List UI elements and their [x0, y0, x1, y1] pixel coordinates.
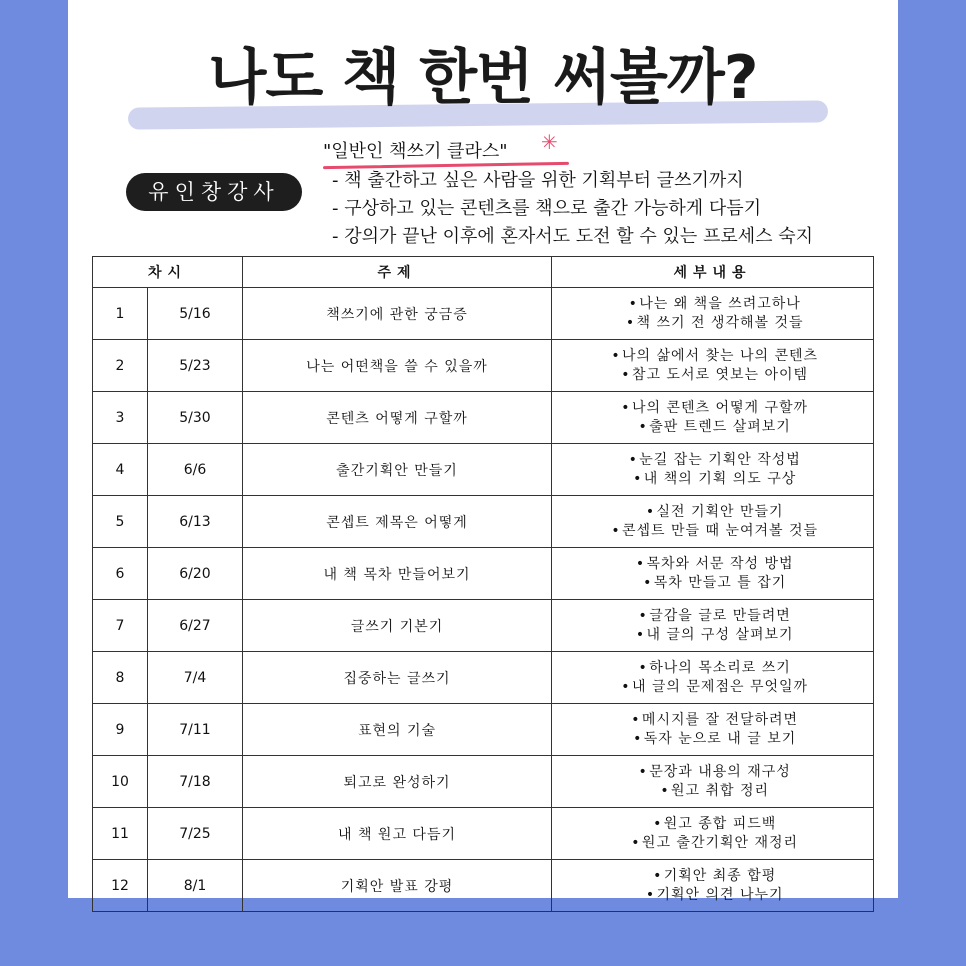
- detail-item: [556, 711, 872, 730]
- detail-text: 나의 삶에서 찾는 나의 콘텐츠: [621, 347, 819, 364]
- detail-item: [556, 295, 872, 314]
- detail-item: [556, 867, 872, 886]
- session-details: [552, 756, 874, 808]
- table-row: [93, 548, 874, 600]
- header-topic: 주제: [243, 257, 552, 288]
- table-row: [93, 340, 874, 392]
- detail-item: [556, 659, 872, 678]
- session-number: 8: [93, 652, 148, 704]
- detail-item: [556, 730, 872, 749]
- detail-item: [556, 522, 872, 541]
- session-number: 10: [93, 756, 148, 808]
- session-topic: 집중하는 글쓰기: [243, 652, 552, 704]
- detail-item: [556, 366, 872, 385]
- detail-text: 하나의 목소리로 쓰기: [649, 659, 791, 676]
- session-details: [552, 548, 874, 600]
- session-details: [552, 288, 874, 340]
- bullet-icon: •: [635, 626, 646, 643]
- bullet-icon: •: [621, 366, 631, 383]
- bullet-icon: •: [638, 659, 648, 676]
- bullet-icon: •: [611, 347, 621, 364]
- session-topic: 콘텐츠 어떻게 구할까: [243, 392, 552, 444]
- bullet-icon: •: [643, 574, 653, 591]
- session-topic: 책쓰기에 관한 궁금증: [243, 288, 552, 340]
- class-name-text: "일반인 책쓰기 클라스": [323, 141, 508, 162]
- bullet-icon: •: [621, 399, 631, 416]
- session-date: 5/30: [148, 392, 243, 444]
- schedule-table: [92, 256, 874, 912]
- bullet-icon: •: [645, 503, 656, 520]
- detail-text: 기획안 최종 합평: [663, 867, 777, 884]
- detail-item: [556, 555, 872, 574]
- session-date: 7/25: [148, 808, 243, 860]
- detail-item: [556, 886, 872, 905]
- detail-text: 원고 출간기획안 재정리: [641, 834, 799, 851]
- session-topic: 나는 어떤책을 쓸 수 있을까: [243, 340, 552, 392]
- session-topic: 표현의 기술: [243, 704, 552, 756]
- session-details: [552, 860, 874, 912]
- detail-text: 기획안 의견 나누기: [656, 886, 784, 903]
- session-topic: 내 책 목차 만들어보기: [243, 548, 552, 600]
- session-date: 5/23: [148, 340, 243, 392]
- session-date: 6/13: [148, 496, 243, 548]
- session-details: [552, 392, 874, 444]
- session-details: [552, 340, 874, 392]
- detail-item: [556, 763, 872, 782]
- detail-text: 나의 콘텐츠 어떻게 구할까: [631, 399, 809, 416]
- bullet-icon: •: [653, 815, 663, 832]
- session-number: 3: [93, 392, 148, 444]
- detail-item: [556, 503, 872, 522]
- session-topic: 콘셉트 제목은 어떻게: [243, 496, 552, 548]
- bullet-icon: •: [660, 782, 670, 799]
- detail-text: 내 책의 기획 의도 구상: [643, 470, 797, 487]
- session-details: [552, 808, 874, 860]
- bullet-icon: •: [631, 711, 641, 728]
- bullet-icon: •: [631, 834, 641, 851]
- session-topic: 내 책 원고 다듬기: [243, 808, 552, 860]
- detail-text: 나는 왜 책을 쓰려고하나: [639, 295, 801, 312]
- bullet-icon: •: [633, 730, 643, 747]
- bullet-icon: •: [611, 522, 621, 539]
- detail-item: [556, 607, 872, 626]
- bullet-icon: •: [638, 763, 648, 780]
- detail-text: 원고 종합 피드백: [663, 815, 777, 832]
- detail-text: 책 쓰기 전 생각해볼 것들: [636, 314, 804, 331]
- session-details: [552, 652, 874, 704]
- bullet-icon: •: [625, 314, 636, 331]
- detail-text: 참고 도서로 엿보는 아이템: [631, 366, 809, 383]
- session-date: 6/6: [148, 444, 243, 496]
- description-item: - 책 출간하고 싶은 사람을 위한 기획부터 글쓰기까지: [332, 170, 744, 191]
- table-row: [93, 756, 874, 808]
- session-date: 7/11: [148, 704, 243, 756]
- session-details: [552, 600, 874, 652]
- session-number: 5: [93, 496, 148, 548]
- detail-item: [556, 815, 872, 834]
- table-row: [93, 444, 874, 496]
- session-date: 6/27: [148, 600, 243, 652]
- session-number: 11: [93, 808, 148, 860]
- detail-text: 내 글의 구성 살펴보기: [646, 626, 794, 643]
- bullet-icon: •: [645, 886, 656, 903]
- detail-text: 목차 만들고 틀 잡기: [653, 574, 787, 591]
- session-date: 6/20: [148, 548, 243, 600]
- detail-item: [556, 574, 872, 593]
- session-date: 5/16: [148, 288, 243, 340]
- header-detail: 세부내용: [552, 257, 874, 288]
- detail-item: [556, 314, 872, 333]
- table-row: [93, 496, 874, 548]
- detail-item: [556, 418, 872, 437]
- title-area: [68, 32, 898, 132]
- session-details: [552, 496, 874, 548]
- detail-item: [556, 347, 872, 366]
- detail-item: [556, 451, 872, 470]
- session-topic: 글쓰기 기본기: [243, 600, 552, 652]
- session-number: 9: [93, 704, 148, 756]
- bullet-icon: •: [638, 418, 648, 435]
- table-row: [93, 288, 874, 340]
- session-details: [552, 444, 874, 496]
- table-header-row: [93, 257, 874, 288]
- detail-text: 문장과 내용의 재구성: [649, 763, 791, 780]
- detail-item: [556, 626, 872, 645]
- session-number: 2: [93, 340, 148, 392]
- bullet-icon: •: [621, 678, 631, 695]
- detail-item: [556, 782, 872, 801]
- detail-text: 실전 기획안 만들기: [656, 503, 784, 520]
- detail-item: [556, 678, 872, 697]
- detail-text: 독자 눈으로 내 글 보기: [643, 730, 797, 747]
- session-details: [552, 704, 874, 756]
- bullet-icon: •: [638, 607, 648, 624]
- session-number: 4: [93, 444, 148, 496]
- detail-text: 출판 트렌드 살펴보기: [649, 418, 791, 435]
- poster-sheet: [68, 0, 898, 903]
- bullet-icon: •: [635, 555, 646, 572]
- detail-item: [556, 399, 872, 418]
- detail-text: 목차와 서문 작성 방법: [646, 555, 794, 572]
- session-topic: 퇴고로 완성하기: [243, 756, 552, 808]
- session-number: 12: [93, 860, 148, 912]
- session-number: 7: [93, 600, 148, 652]
- description-list: [332, 167, 813, 251]
- page-title: 나도 책 한번 써볼까?: [208, 43, 758, 113]
- detail-text: 내 글의 문제점은 무엇일까: [631, 678, 809, 695]
- session-topic: 기획안 발표 강평: [243, 860, 552, 912]
- session-date: 7/18: [148, 756, 243, 808]
- bullet-icon: •: [633, 470, 643, 487]
- table-row: [93, 704, 874, 756]
- session-number: 6: [93, 548, 148, 600]
- session-topic: 출간기획안 만들기: [243, 444, 552, 496]
- detail-item: [556, 470, 872, 489]
- table-row: [93, 652, 874, 704]
- session-date: 8/1: [148, 860, 243, 912]
- detail-item: [556, 834, 872, 853]
- detail-text: 콘셉트 만들 때 눈여겨볼 것들: [621, 522, 819, 539]
- detail-text: 글감을 글로 만들려면: [649, 607, 791, 624]
- description-item: - 강의가 끝난 이후에 혼자서도 도전 할 수 있는 프로세스 숙지: [332, 226, 814, 247]
- table-row: [93, 860, 874, 912]
- table-row: [93, 600, 874, 652]
- detail-text: 눈길 잡는 기획안 작성법: [639, 451, 801, 468]
- class-name: [323, 137, 508, 163]
- session-date: 7/4: [148, 652, 243, 704]
- detail-text: 메시지를 잘 전달하려면: [641, 711, 799, 728]
- bullet-icon: •: [628, 451, 638, 468]
- header-session: 차시: [93, 257, 243, 288]
- bullet-icon: •: [653, 867, 663, 884]
- description-item: - 구상하고 있는 콘텐츠를 책으로 출간 가능하게 다듬기: [332, 198, 762, 219]
- session-number: 1: [93, 288, 148, 340]
- table-row: [93, 392, 874, 444]
- table-body: [93, 288, 874, 912]
- bullet-icon: •: [628, 295, 638, 312]
- star-icon: ✳: [541, 130, 558, 154]
- detail-text: 원고 취합 정리: [670, 782, 770, 799]
- table-row: [93, 808, 874, 860]
- instructor-badge: 유인창강사: [126, 173, 302, 211]
